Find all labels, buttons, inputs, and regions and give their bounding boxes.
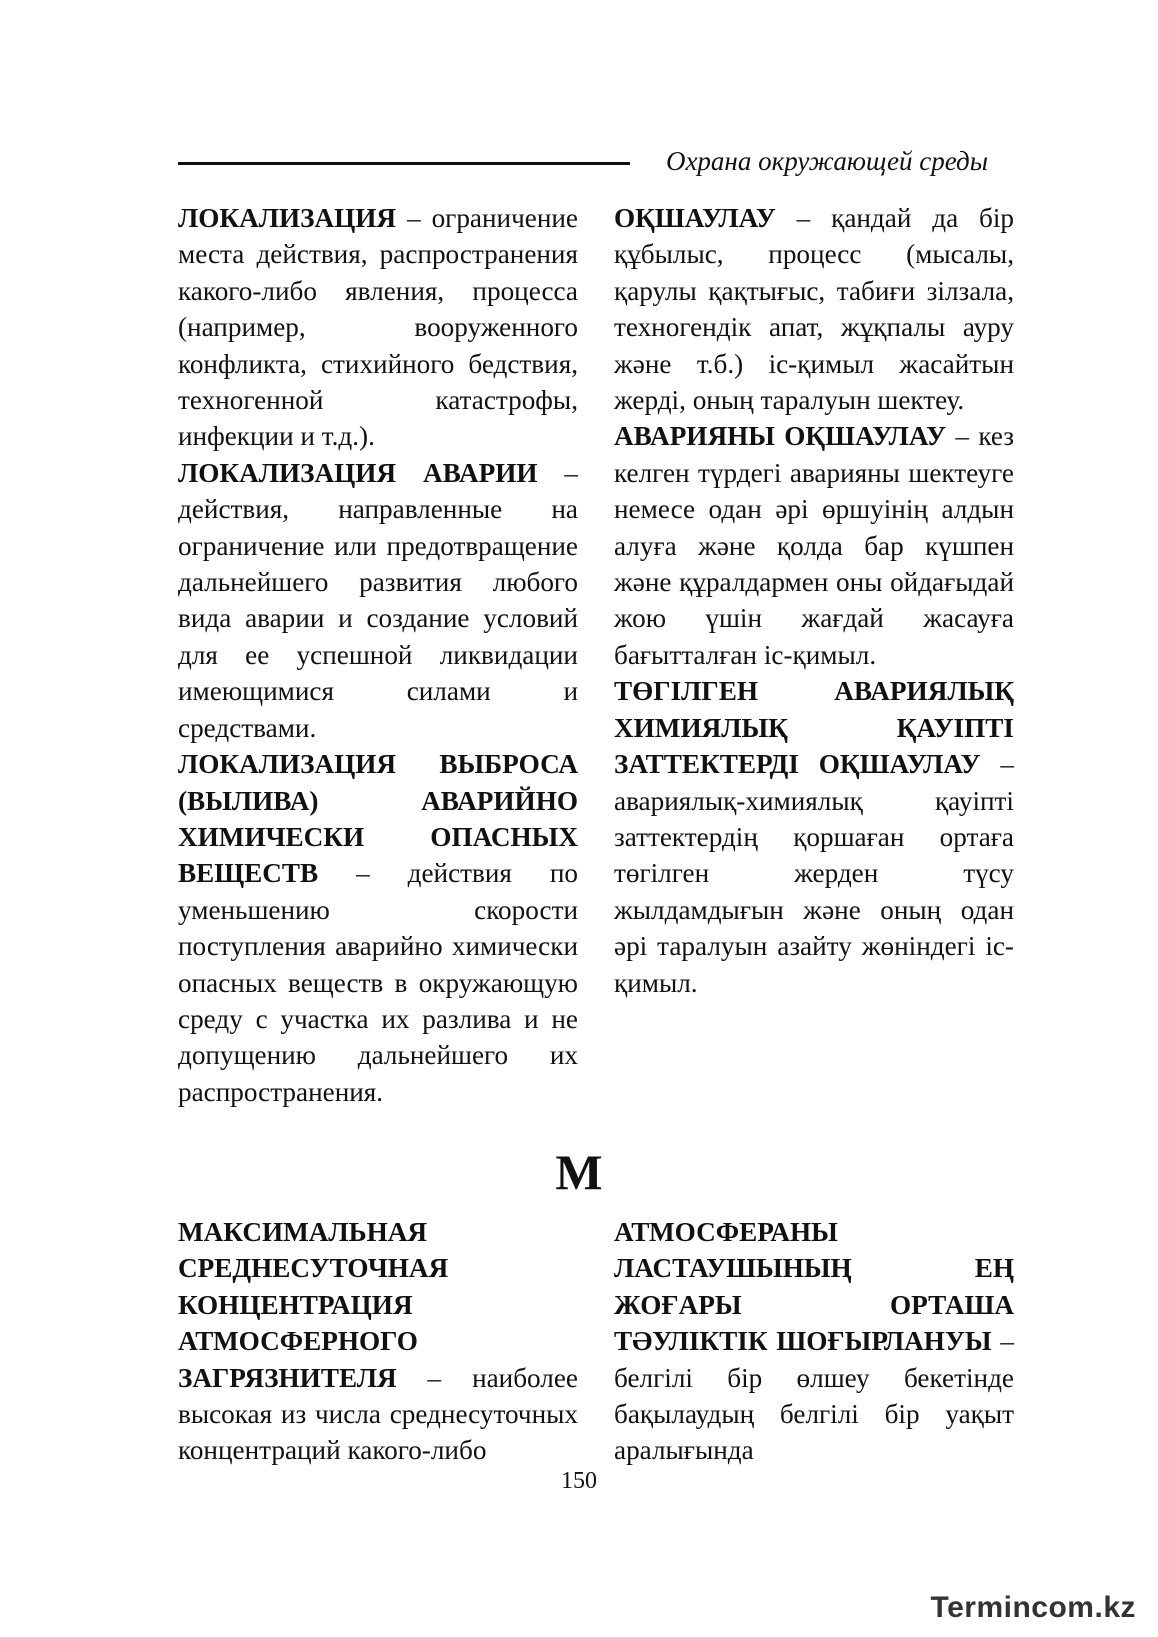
page-number: 150: [561, 1468, 597, 1494]
entry-definition: – кез келген түрдегі аварияны шектеуге немесе одан әрі өршуінің алдын алуға және қолда бар күшпен және құралдармен оны ойдағыдай жою үшін жағдай жасауға бағытталған іс-қимыл.: [614, 421, 1014, 670]
entry-atmosferany-lastaushy: [614, 1214, 1014, 1469]
entry-term: МАКСИМАЛЬНАЯ СРЕДНЕСУТОЧНАЯ КОНЦЕНТРАЦИЯ АТМОСФЕРНОГО ЗАГРЯЗНИТЕЛЯ: [178, 1217, 449, 1393]
right-column-bottom: [614, 1214, 1014, 1469]
watermark-logo: Termincom.kz: [930, 1591, 1136, 1624]
entry-lokalizatsiya: [178, 200, 578, 455]
entry-definition: – действия, направленные на ограничение или предотвращение дальнейшего развития любого вида аварии и создание условий для ее успешной ликвидации имеющимися силами и средствами.: [178, 457, 578, 743]
entry-term: АТМОСФЕРАНЫ ЛАСТАУШЫНЫҢ ЕҢ ЖОҒАРЫ ОРТАША ТӘУЛІКТІК ШОҒЫРЛАНУЫ: [614, 1217, 1014, 1357]
entry-togilgen-okshaulau: [614, 673, 1014, 1001]
left-column-top: [178, 200, 578, 1110]
header-rule: [178, 162, 630, 165]
entry-definition: – наиболее высокая из числа среднесуточных концентраций какого-либо: [178, 1362, 578, 1466]
entry-okshaulau: [614, 200, 1014, 418]
entry-lokalizatsiya-vybrosa: [178, 746, 578, 1110]
left-column-bottom: [178, 1214, 578, 1469]
entry-term: ЛОКАЛИЗАЦИЯ АВАРИИ: [178, 457, 538, 488]
entry-term: АВАРИЯНЫ ОҚШАУЛАУ: [614, 421, 947, 452]
entry-definition: – қандай да бір құбылыс, процесс (мысалы, қарулы қақтығыс, табиғи зілзала, техногендік апат, жұқпалы ауру және т.б.) іс-қимыл жасайтын жерді, оның таралуын шектеу.: [614, 203, 1014, 416]
entry-definition: – действия по уменьшению скорости поступления аварийно химически опасных веществ в окружающую среду с участка их разлива и не допущению дальнейшего их распространения.: [178, 858, 578, 1107]
running-title: Охрана окружающей среды: [665, 146, 988, 176]
section-letter: М: [555, 1144, 603, 1200]
entry-definition: – авариялық-химиялық қауіпті заттектердің қоршаған ортаға төгілген жерден түсу жылдамдығын және оның одан әрі таралуын азайту жөніндегі іс-қимыл.: [614, 749, 1014, 998]
right-column-top: [614, 200, 1014, 1001]
entry-lokalizatsiya-avarii: [178, 455, 578, 746]
entry-definition: – ограничение места действия, распространения какого-либо явления, процесса (например, вооруженного конфликта, стихийного бедствия, техногенной катастрофы, инфекции и т.д.).: [178, 203, 578, 452]
entry-definition: – белгілі бір өлшеу бекетінде бақылаудың белгілі бір уақыт аралығында: [614, 1326, 1014, 1466]
entry-term: ТӨГІЛГЕН АВАРИЯЛЫҚ ХИМИЯЛЫҚ ҚАУІПТІ ЗАТТЕКТЕРДІ ОҚШАУЛАУ: [614, 676, 1014, 780]
entry-avariyany-okshaulau: [614, 418, 1014, 673]
entry-term: ОҚШАУЛАУ: [614, 203, 776, 233]
entry-maksimalnaya-kontsentratsiya: [178, 1214, 578, 1469]
entry-term: ЛОКАЛИЗАЦИЯ: [178, 203, 397, 233]
entry-term: ЛОКАЛИЗАЦИЯ ВЫБРОСА (ВЫЛИВА) АВАРИЙНО ХИМИЧЕСКИ ОПАСНЫХ ВЕЩЕСТВ: [178, 749, 578, 889]
